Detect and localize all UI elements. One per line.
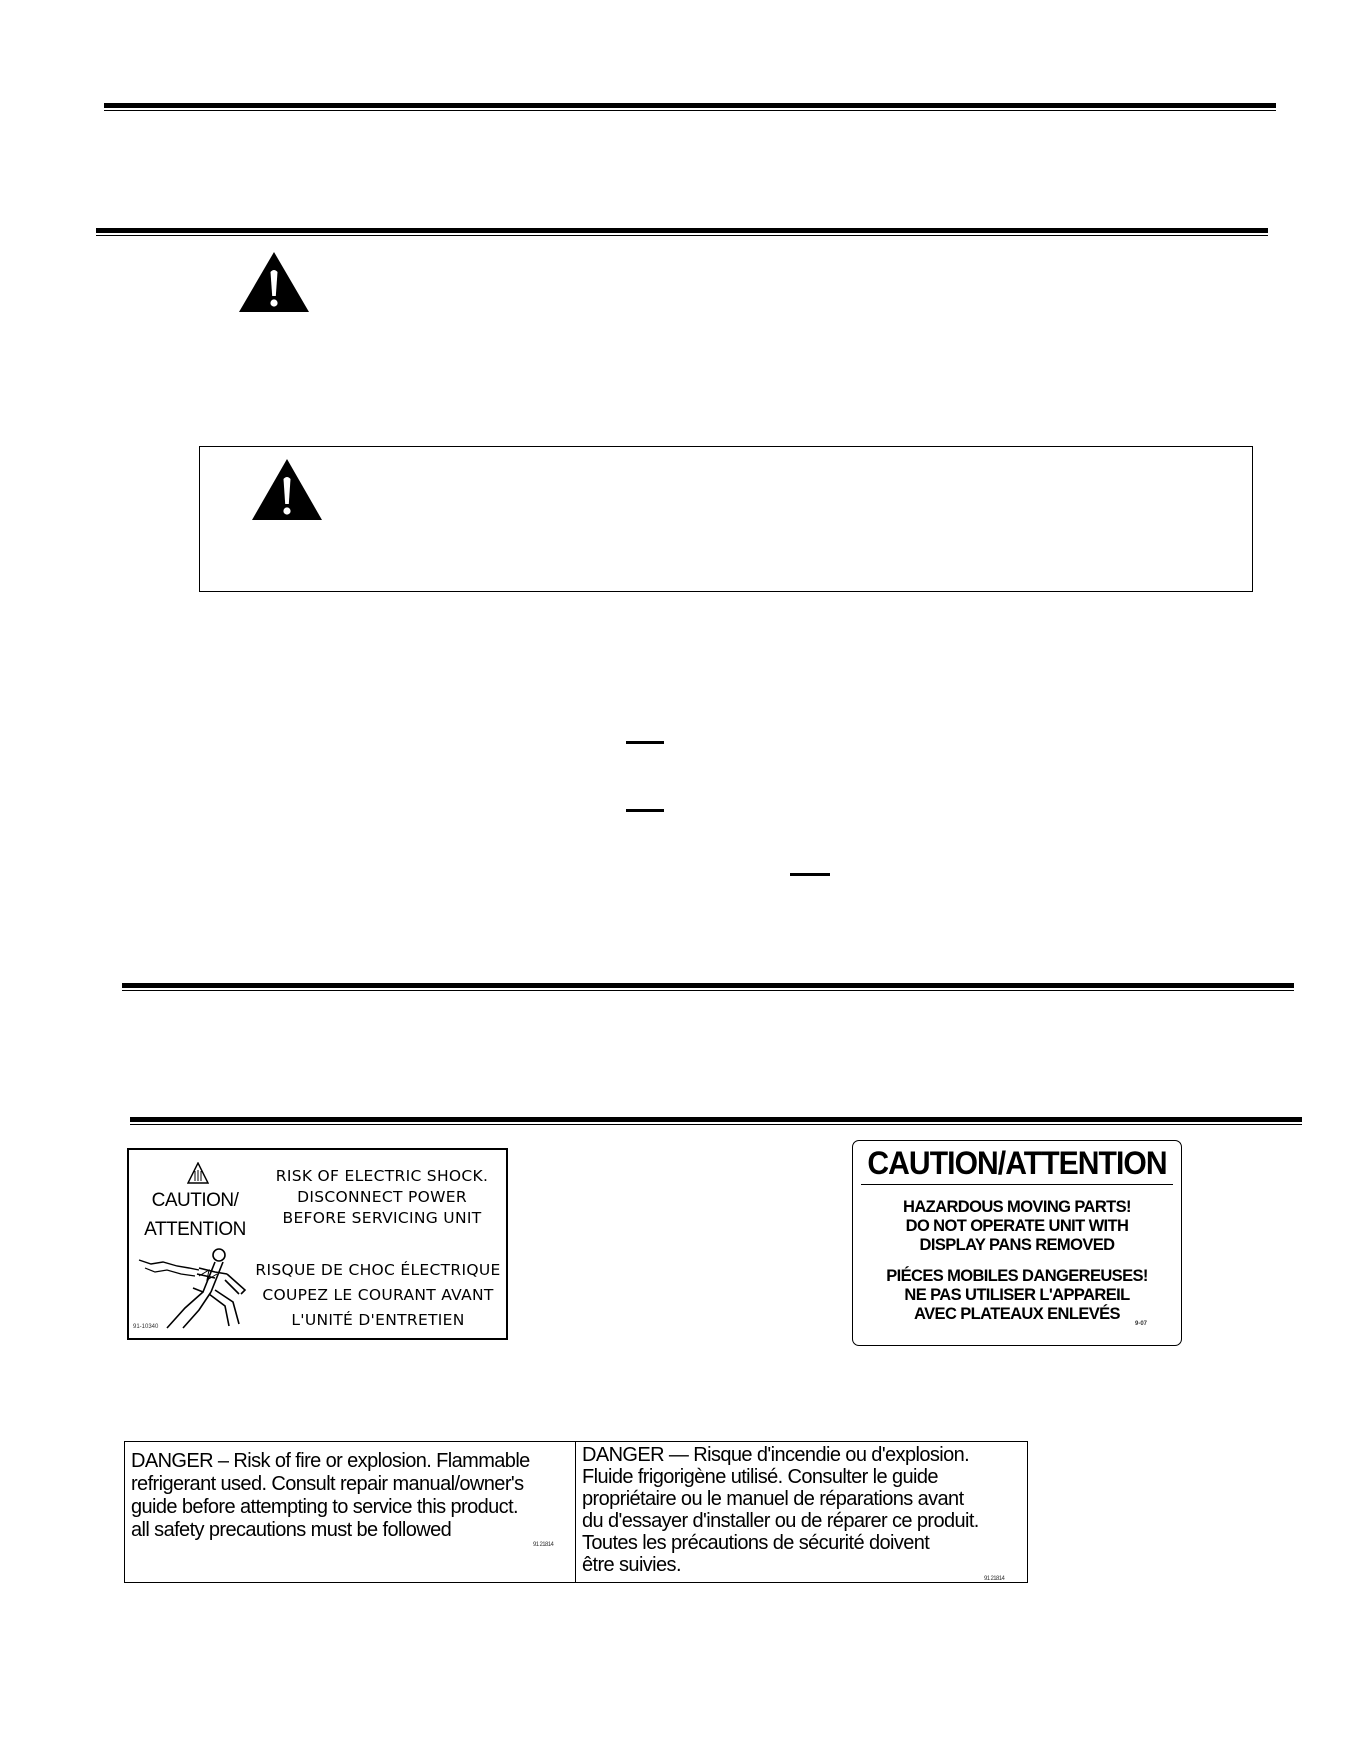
warning-box bbox=[199, 446, 1253, 592]
danger-english-cell: DANGER – Risk of fire or explosion. Flammable refrigerant used. Consult repair manual/owner's guide before attempting to service this product. all safety precautions must be followed 91 21814 bbox=[125, 1442, 576, 1582]
underline-mark-1 bbox=[626, 741, 664, 744]
moving-parts-title: CAUTION/ATTENTION bbox=[867, 1145, 1167, 1181]
shock-label-code: 91-10340 bbox=[133, 1324, 159, 1330]
shock-caution-heading: CAUTION/ ATTENTION bbox=[144, 1190, 246, 1240]
underline-mark-2 bbox=[626, 809, 664, 812]
shock-french-text: RISQUE DE CHOC ÉLECTRIQUE COUPEZ LE COURANT AVANT L'UNITÉ D'ENTRETIEN bbox=[255, 1261, 501, 1329]
danger-flammable-label bbox=[124, 1441, 1028, 1583]
moving-parts-code: 9-07 bbox=[1135, 1321, 1148, 1327]
electric-shock-icon bbox=[187, 1162, 209, 1184]
warning-triangle-icon bbox=[237, 250, 311, 314]
danger-english-code: 91 21814 bbox=[533, 1542, 554, 1548]
section-rule-mid-1 bbox=[122, 983, 1294, 991]
moving-parts-divider bbox=[861, 1184, 1173, 1185]
danger-french-cell: DANGER — Risque d'incendie ou d'explosion. Fluide frigorigène utilisé. Consulter le guide propriétaire ou le manuel de réparations avant du d'essayer d'installer ou de réparer ce produit. Toutes les précautions de sécurité doivent être suivies. 91 21814 bbox=[576, 1442, 1027, 1582]
shock-english-text: RISK OF ELECTRIC SHOCK. DISCONNECT POWER BEFORE SERVICING UNIT bbox=[275, 1167, 489, 1227]
electric-shock-label bbox=[127, 1148, 508, 1340]
underline-mark-3 bbox=[790, 873, 830, 876]
moving-parts-label bbox=[852, 1140, 1182, 1346]
moving-parts-french: PIÉCES MOBILES DANGEREUSES! NE PAS UTILISER L'APPAREIL AVEC PLATEAUX ENLEVÉS bbox=[886, 1267, 1148, 1323]
moving-parts-english: HAZARDOUS MOVING PARTS! DO NOT OPERATE UNIT WITH DISPLAY PANS REMOVED bbox=[903, 1198, 1131, 1254]
section-rule-top-2 bbox=[96, 228, 1268, 236]
section-rule-top-1 bbox=[104, 103, 1276, 111]
section-rule-mid-2 bbox=[130, 1117, 1302, 1125]
danger-french-code: 91 21814 bbox=[984, 1576, 1005, 1582]
warning-triangle-icon bbox=[250, 457, 324, 522]
